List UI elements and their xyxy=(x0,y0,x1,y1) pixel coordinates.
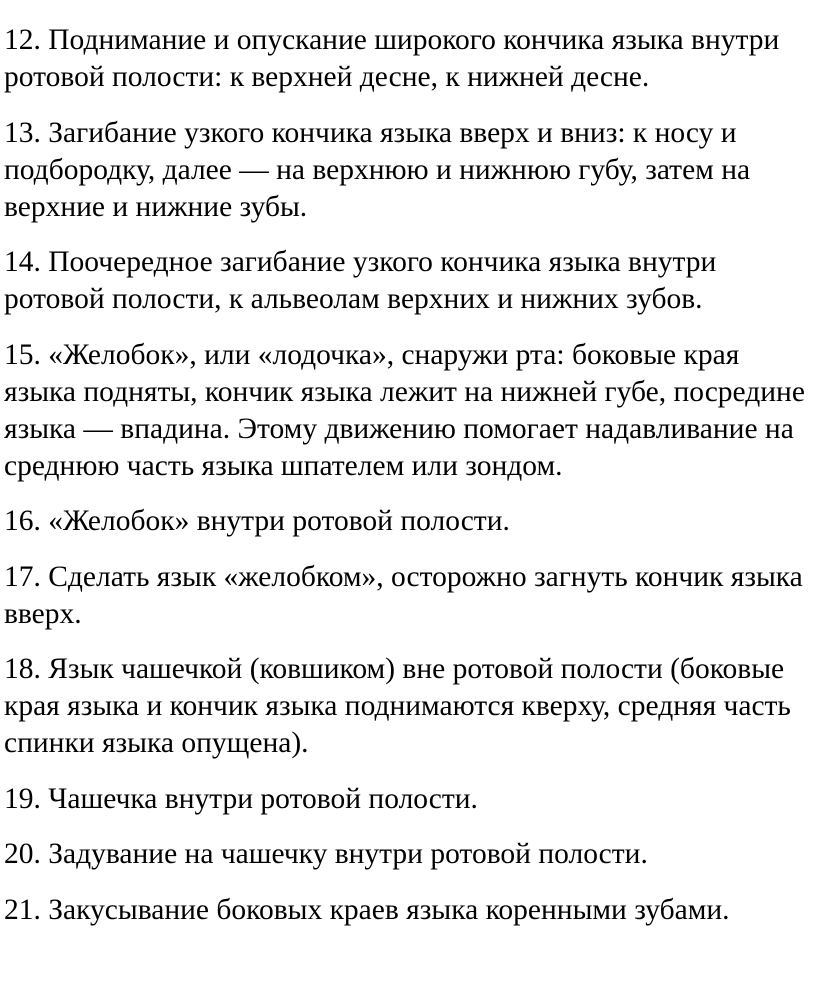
list-item-15: 15. «Желобок», или «лодочка», снаружи рта: боковые края языка подняты, кончик языка лежит на нижней губе, посредине языка — впадина. Этому движению помогает надавливание на среднюю часть языка шпателем или зондом. xyxy=(4,338,805,482)
list-item-13: 13. Загибание узкого кончика языка вверх и вниз: к носу и подбородку, далее — на верхнюю и нижнюю губу, затем на верхние и нижние зубы. xyxy=(4,116,751,223)
list-item-21: 21. Закусывание боковых краев языка коренными зубами. xyxy=(4,893,730,926)
list-item-17: 17. Сделать язык «желобком», осторожно загнуть кончик языка вверх. xyxy=(4,560,803,630)
list-item-18: 18. Язык чашечкой (ковшиком) вне ротовой полости (боковые края языка и кончик языка поднимаются кверху, средняя часть спинки языка опущена). xyxy=(4,653,791,759)
list-item-19: 19. Чашечка внутри ротовой полости. xyxy=(4,782,478,815)
list-item-20: 20. Задувание на чашечку внутри ротовой полости. xyxy=(4,838,648,870)
list-item-12: 12. Поднимание и опускание широкого кончика языка внутри ротовой полости: к верхней десне, к нижней десне. xyxy=(4,24,780,93)
list-item-16: 16. «Желобок» внутри ротовой полости. xyxy=(4,505,510,537)
list-item-14: 14. Поочередное загибание узкого кончика языка внутри ротовой полости, к альвеолам верхних и нижних зубов. xyxy=(4,246,717,315)
